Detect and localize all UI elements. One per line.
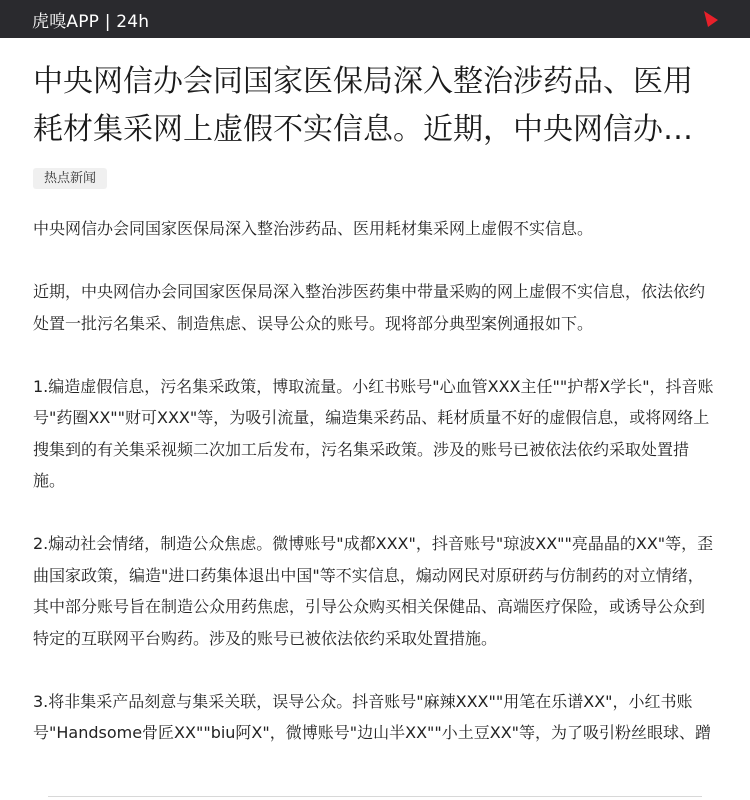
- article-paragraph: 1.编造虚假信息，污名集采政策，博取流量。小红书账号"心血管XXX主任""护帮X学长"，抖音账号"药圈XX""财可XXX"等，为吸引流量，编造集采药品、耗材质量不好的虚假信息，或将网络上搜集到的有关集采视频二次加工后发布，污名集采政策。涉及的账号已被依法依约采取处置措施。: [33, 376, 714, 490]
- flag-icon[interactable]: [702, 10, 720, 28]
- category-tag[interactable]: 热点新闻: [33, 168, 107, 189]
- article-paragraph: 中央网信办会同国家医保局深入整治涉药品、医用耗材集采网上虚假不实信息。: [33, 219, 594, 238]
- article: [33, 58, 717, 780]
- article-headline: 中央网信办会同国家医保局深入整治涉药品、医用耗材集采网上虚假不实信息。近期，中央网信办…: [33, 64, 693, 147]
- app-title: 虎嗅APP | 24h: [32, 11, 150, 32]
- article-paragraph: 近期，中央网信办会同国家医保局深入整治涉医药集中带量采购的网上虚假不实信息，依法依约处置一批污名集采、制造焦虑、误导公众的账号。现将部分典型案例通报如下。: [33, 282, 706, 333]
- article-paragraph: 2.煽动社会情绪，制造公众焦虑。微博账号"成都XXX"，抖音账号"琼波XX""亮晶晶的XX"等，歪曲国家政策，编造"进口药集体退出中国"等不实信息，煽动网民对原研药与仿制药的对立情绪，其中部分账号旨在制造公众用药焦虑，引导公众购买相关保健品、高端医疗保险，或诱导公众到特定的互联网平台购药。涉及的账号已被依法依约采取处置措施。: [33, 534, 714, 648]
- bottom-divider: [48, 796, 702, 797]
- top-bar: [0, 0, 750, 38]
- article-paragraph: 3.将非集采产品刻意与集采关联，误导公众。抖音账号"麻辣XXX""用笔在乐谱XX"，小红书账号"Handsome骨匠XX""biu阿X"，微博账号"边山半XX""小土豆XX"等，为了吸引粉丝眼球、蹭: [33, 691, 712, 742]
- article-body: [33, 213, 717, 749]
